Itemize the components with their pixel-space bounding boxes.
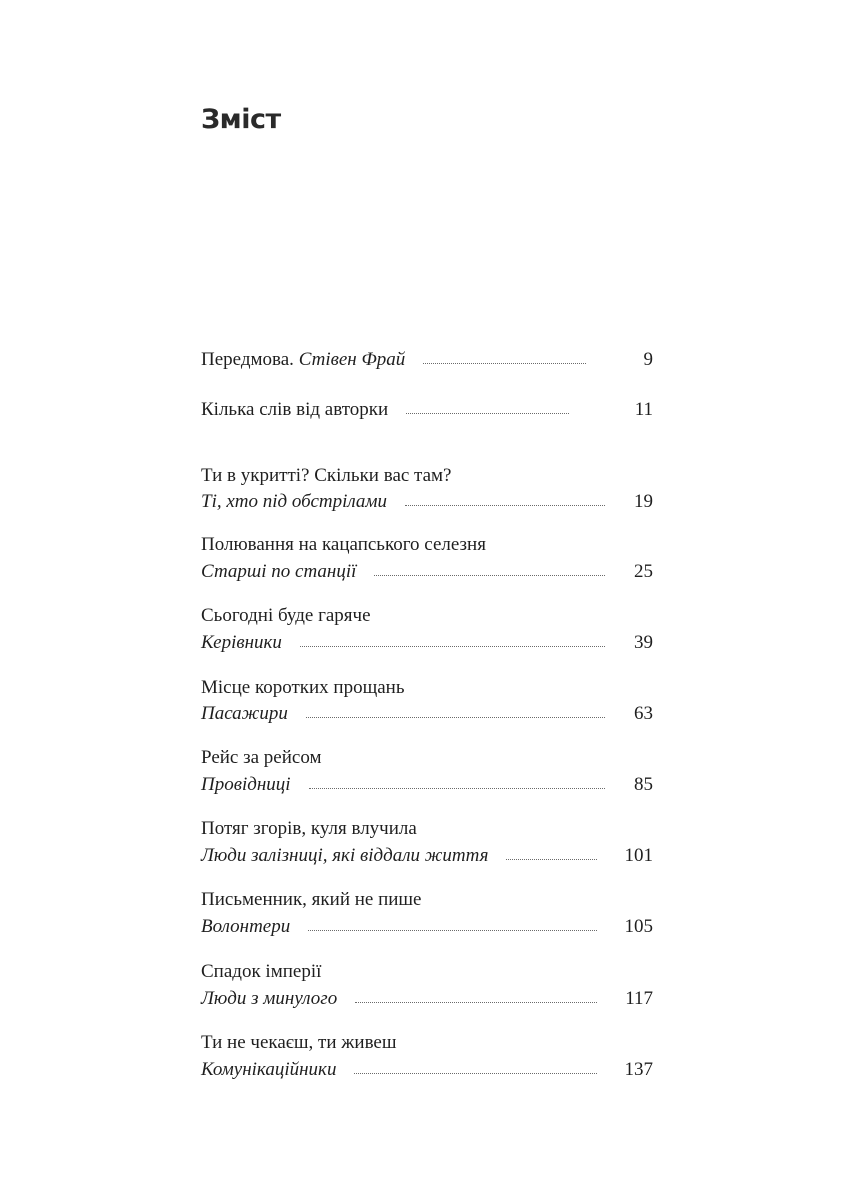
dot-leader bbox=[506, 858, 596, 860]
toc-entry[interactable] bbox=[201, 702, 653, 726]
toc-page-number: 117 bbox=[625, 988, 653, 1009]
chapter-subtitle: Комунікаційники bbox=[201, 1059, 337, 1080]
toc-entry[interactable] bbox=[201, 987, 653, 1011]
toc-page-number: 63 bbox=[634, 703, 653, 724]
toc-page-number: 19 bbox=[634, 491, 653, 512]
dot-leader bbox=[300, 645, 605, 647]
chapter-title[interactable]: Полювання на кацапського селезня bbox=[201, 534, 486, 555]
dot-leader bbox=[306, 716, 605, 718]
toc-page-number: 9 bbox=[643, 349, 653, 370]
toc-page-number: 101 bbox=[624, 845, 653, 866]
chapter-subtitle: Провідниці bbox=[201, 774, 291, 795]
chapter-title[interactable]: Рейс за рейсом bbox=[201, 747, 322, 768]
chapter-title[interactable]: Сьогодні буде гаряче bbox=[201, 605, 371, 626]
toc-entry-foreword[interactable] bbox=[201, 348, 653, 372]
chapter-subtitle: Старші по станції bbox=[201, 561, 357, 582]
dot-leader bbox=[406, 412, 569, 414]
page-title: Зміст bbox=[201, 104, 281, 135]
toc-page-number: 137 bbox=[624, 1059, 653, 1080]
dot-leader bbox=[309, 787, 605, 789]
toc-page-number: 39 bbox=[634, 632, 653, 653]
dot-leader bbox=[374, 574, 605, 576]
chapter-subtitle: Люди з минулого bbox=[201, 988, 338, 1009]
toc-entry[interactable] bbox=[201, 915, 653, 939]
chapter-subtitle: Люди залізниці, які віддали життя bbox=[201, 845, 489, 866]
dot-leader bbox=[355, 1001, 597, 1003]
toc-entry[interactable] bbox=[201, 631, 653, 655]
dot-leader bbox=[308, 929, 596, 931]
chapter-subtitle: Волонтери bbox=[201, 916, 291, 937]
toc-entry-label: Передмова. Стівен Фрай bbox=[201, 349, 406, 370]
dot-leader bbox=[354, 1072, 596, 1074]
chapter-title[interactable]: Ти в укритті? Скільки вас там? bbox=[201, 465, 452, 486]
chapter-title[interactable]: Спадок імперії bbox=[201, 961, 322, 982]
toc-entry[interactable] bbox=[201, 773, 653, 797]
chapter-title[interactable]: Потяг згорів, куля влучила bbox=[201, 818, 417, 839]
chapter-subtitle: Ті, хто під обстрілами bbox=[201, 491, 388, 512]
toc-entry-label: Кілька слів від авторки bbox=[201, 399, 389, 420]
chapter-title[interactable]: Письменник, який не пише bbox=[201, 889, 422, 910]
dot-leader bbox=[423, 362, 586, 364]
toc-page-number: 105 bbox=[624, 916, 653, 937]
toc-page-number: 11 bbox=[634, 399, 653, 420]
dot-leader bbox=[405, 504, 605, 506]
toc-entry[interactable] bbox=[201, 844, 653, 868]
toc-page-number: 25 bbox=[634, 561, 653, 582]
chapter-subtitle: Керівники bbox=[201, 632, 282, 653]
chapter-subtitle: Пасажири bbox=[201, 703, 288, 724]
chapter-title[interactable]: Ти не чекаєш, ти живеш bbox=[201, 1032, 397, 1053]
toc-page-number: 85 bbox=[634, 774, 653, 795]
toc-entry[interactable] bbox=[201, 1058, 653, 1082]
toc-entry[interactable] bbox=[201, 560, 653, 584]
chapter-title[interactable]: Місце коротких прощань bbox=[201, 677, 405, 698]
toc-entry-author-note[interactable] bbox=[201, 398, 653, 422]
toc-entry[interactable] bbox=[201, 490, 653, 514]
